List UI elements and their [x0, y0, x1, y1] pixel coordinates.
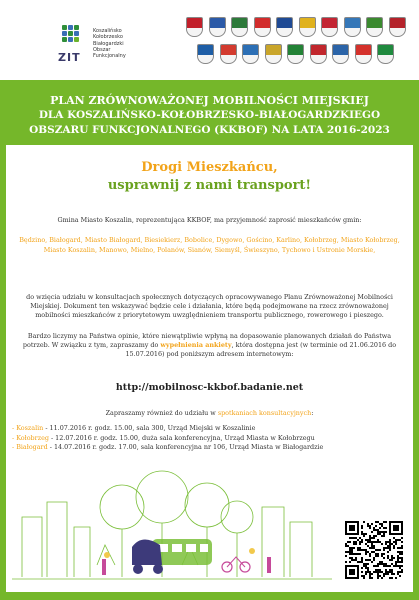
greeting-line1: Drogi Mieszkańcu, [141, 160, 278, 175]
qr-code[interactable] [345, 521, 403, 579]
crest-icon [197, 44, 214, 64]
crest-icon [377, 44, 394, 64]
survey-link[interactable]: http://mobilnosc-kkbof.badanie.net [115, 382, 304, 393]
zit-desc-line: Białogardzki [93, 40, 124, 47]
crest-icon [186, 17, 203, 37]
towns-list: Będzino, Białogard, Miasto Białogard, Biesiekierz, Bobolice, Dygowo, Gościno, Karlino, Kołobrzeg, Miasto Kołobrzeg, Miasto Koszalin, Manowo, Mielno, Polanów, Sianów, Siemyśl, Świeszyno, Tychowo i Ustronie Morskie, [19, 236, 400, 254]
crest-icon [355, 44, 372, 64]
meeting-details: - 11.07.2016 r. godz. 15.00, sala 300, Urząd Miejski w Koszalinie [43, 424, 256, 432]
crest-icon [389, 17, 406, 37]
meeting-city: - Kołobrzeg [12, 433, 49, 442]
zit-desc-line: Obszar [93, 46, 111, 53]
zit-desc-line: Funkcjonalny [93, 53, 126, 60]
body-paragraph-1: do wzięcia udziału w konsultacjach społecznych dotyczących opracowywanego Planu Zrównoważonej Mobilności Miejskiej. Dokument ten wskazywać będzie cele i działania, które będą podejmowane na rzecz zrównoważonej mobilności mieszkańców z priorytetowym uwzględnieniem transportu publicznego, rowerowego i pieszego. [26, 293, 393, 320]
meeting-city: - Koszalin [12, 424, 44, 432]
crest-icon [265, 44, 282, 64]
page-title [10, 93, 409, 138]
content-panel [6, 145, 413, 592]
crest-icon [276, 17, 293, 37]
crest-icon [299, 17, 316, 37]
crest-icon [344, 17, 361, 37]
city-transport-illustration [12, 447, 332, 592]
crest-icon [287, 44, 304, 64]
zit-description [93, 28, 153, 59]
meeting-item [12, 424, 407, 434]
survey-highlight: wypełnienia ankiety [160, 341, 232, 350]
invite-text-part: Zapraszamy również do udziału w [105, 409, 218, 417]
header [0, 0, 419, 80]
meeting-details: - 14.07.2016 r. godz. 17.00, sala konferencyjna nr 106, Urząd Miasta w Białogardzie [47, 443, 324, 452]
title-line: PLAN ZRÓWNOWAŻONEJ MOBILNOŚCI MIEJSKIEJ [50, 94, 369, 107]
invite-text [16, 409, 403, 418]
crest-icon [332, 44, 349, 64]
intro-text: Gmina Miasto Koszalin, reprezentująca KKBOF, ma przyjemność zaprosić mieszkańców gmin: [57, 216, 362, 224]
body2-text: , która dostępna jest (w terminie od 21.06.2016 do 15.07.2016) pod poniższym adresem internetowym: [125, 341, 397, 359]
body-paragraph-2 [16, 332, 403, 360]
zit-logo-text: ZIT [58, 51, 81, 64]
crest-icon [220, 44, 237, 64]
crest-icon [321, 17, 338, 37]
zit-logo-icon [62, 25, 84, 47]
crest-icon [209, 17, 226, 37]
meeting-city: - Białogard [12, 443, 48, 452]
crest-icon [366, 17, 383, 37]
crest-icon [310, 44, 327, 64]
zit-desc-line: Koszalińsko [93, 28, 122, 34]
meetings-highlight: spotkaniach konsultacyjnych [217, 409, 312, 417]
crest-icon [231, 17, 248, 37]
greeting-line2: usprawnij z nami transport! [107, 178, 312, 193]
municipal-crests [186, 17, 412, 75]
body2-text: Bardzo liczymy na Państwa opinie, które niewątpliwie wpłyną na dopasowanie planowanych działań do Państwa potrzeb. W związku z tym, zapraszamy do [22, 332, 392, 350]
zit-logo [58, 25, 88, 63]
title-line: OBSZARU FUNKCJONALNEGO (KKBOF) NA LATA 2016-2023 [29, 124, 390, 136]
meeting-item [12, 434, 407, 444]
invite-text-part: : [311, 409, 314, 417]
title-line: DLA KOSZALIŃSKO-KOŁOBRZESKO-BIAŁOGARDZKIEGO [38, 109, 381, 121]
crest-icon [254, 17, 271, 37]
crest-icon [242, 44, 259, 64]
zit-desc-line: Kołobrzesko [93, 34, 123, 41]
meeting-details: - 12.07.2016 r. godz. 15.00, duża sala konferencyjna, Urząd Miasta w Kołobrzegu [48, 433, 315, 442]
